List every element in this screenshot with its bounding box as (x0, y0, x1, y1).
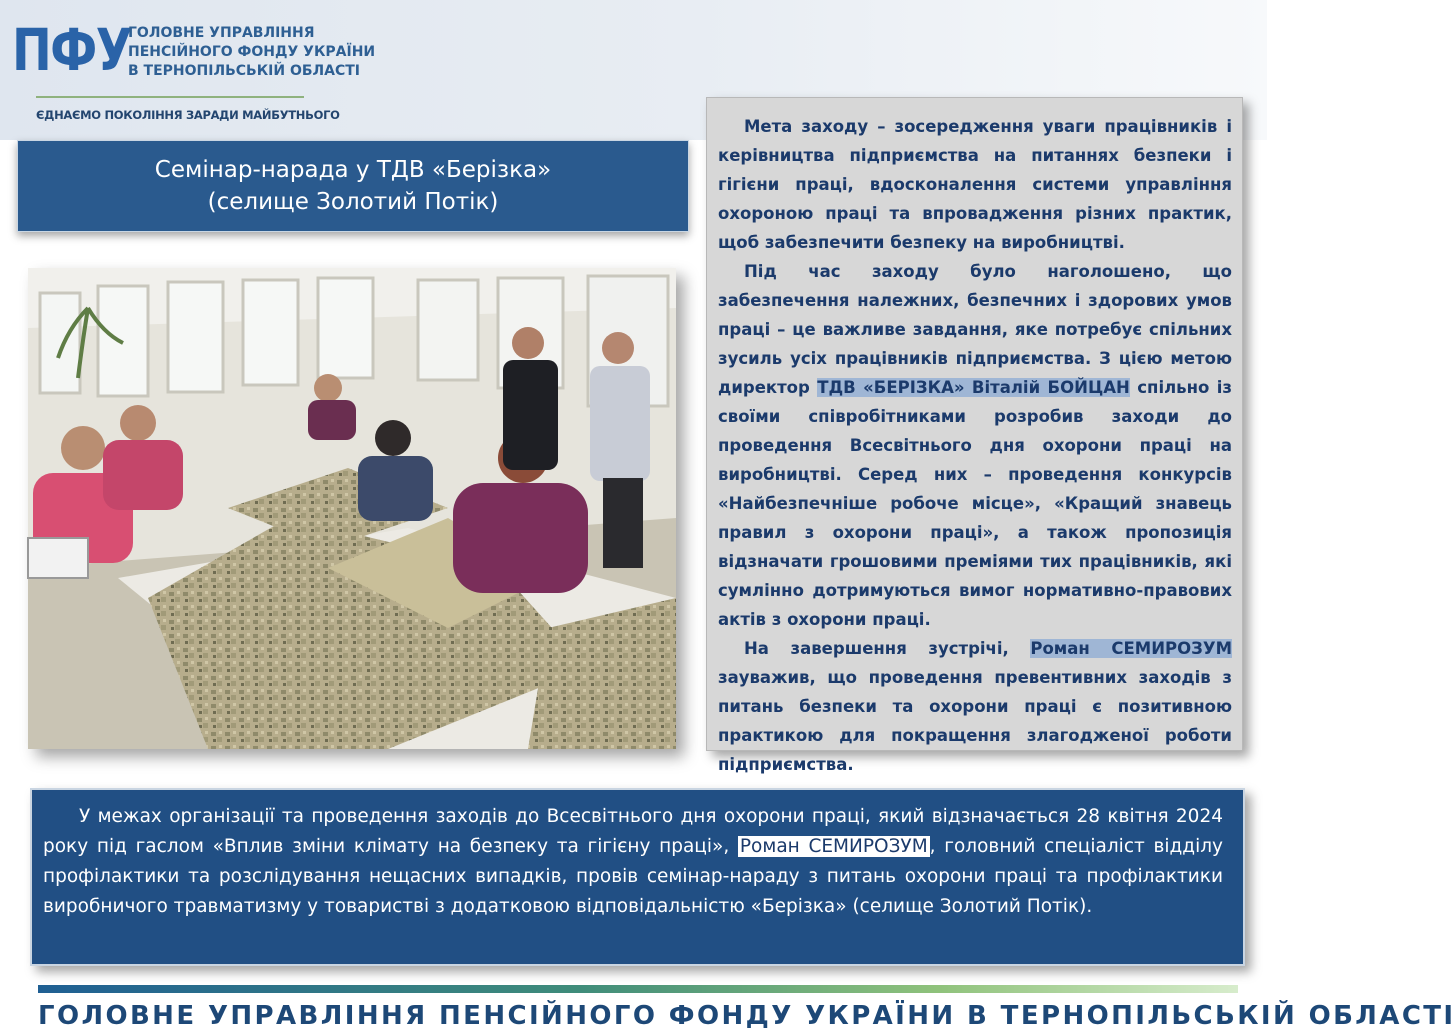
p2-text-b: спільно із своїми співробітниками розробив заходи до проведення Всесвітнього дня охорони праці на виробництві. Серед них – проведення конкурсів «Найбезпечніше робоче місце», «Кращий знавець правил з охорони праці», а також пропозиція відзначати грошовими преміями тих працівників, які сумлінно дотримуються вимог нормативно-правових актів з охорони праці. (718, 378, 1232, 629)
title-line-2: (селище Золотий Потік) (207, 189, 499, 215)
slogan: ЄДНАЄМО ПОКОЛІННЯ ЗАРАДИ МАЙБУТНЬОГО (36, 108, 340, 122)
article-paragraph-3 (718, 634, 1232, 779)
sewing-workshop-image (28, 268, 676, 749)
director-highlight: ТДВ «БЕРІЗКА» Віталій БОЙЦАН (817, 378, 1130, 397)
summary-paragraph (43, 802, 1223, 922)
summary-text-a: У межах організації та проведення заходів до Всесвітнього дня охорони праці, який відзначається 28 квітня 2024 року під гаслом «Вплив зміни клімату на безпеку та гігієну праці», (43, 806, 1223, 857)
title-line-1: Семінар-нарада у ТДВ «Берізка» (154, 157, 552, 183)
article-paragraph-2 (718, 257, 1232, 634)
p3-text-b: зауважив, що проведення превентивних заходів з питань безпеки та охорони праці є позитивною практикою для покращення злагодженої роботи підприємства. (718, 668, 1232, 774)
workshop-photo (28, 268, 676, 749)
summary-text-b: , головний спеціаліст відділу профілактики та розслідування нещасних випадків, провів семінар-нараду з питань охорони праці та профілактики виробничого травматизму у товаристві з додатковою відповідальністю «Берізка» (селище Золотий Потік). (43, 836, 1223, 917)
footer-org-name: ГОЛОВНЕ УПРАВЛІННЯ ПЕНСІЙНОГО ФОНДУ УКРАЇНИ В ТЕРНОПІЛЬСЬКІЙ ОБЛАСТІ (38, 1001, 1456, 1031)
pfu-logo: ПФУ (12, 16, 131, 84)
org-line-2: ПЕНСІЙНОГО ФОНДУ УКРАЇНИ (128, 44, 376, 60)
footer-divider (38, 985, 1238, 993)
org-line-3: В ТЕРНОПІЛЬСЬКІЙ ОБЛАСТІ (128, 63, 361, 79)
speaker-highlight: Роман СЕМИРОЗУМ (1030, 639, 1232, 658)
org-name (128, 24, 375, 81)
article-text-box (706, 97, 1243, 774)
header-divider (36, 96, 304, 98)
article-paragraph-1: Мета заходу – зосередження уваги працівників і керівництва підприємства на питаннях безпеки і гігієни праці, вдосконалення системи управління охороною праці та впровадження різних практик, щоб забезпечити безпеку на виробництві. (718, 117, 1232, 252)
org-line-1: ГОЛОВНЕ УПРАВЛІННЯ (128, 25, 315, 41)
summary-box (30, 788, 1245, 966)
p2-text-a: Під час заходу було наголошено, що забезпечення належних, безпечних і здорових умов праці – це важливе завдання, яке потребує спільних зусиль усіх працівників підприємства. З цією метою директор (718, 262, 1232, 397)
summary-speaker-highlight: Роман СЕМИРОЗУМ (739, 836, 928, 857)
p3-text-a: На завершення зустрічі, (744, 639, 1031, 658)
page-title (17, 140, 689, 232)
